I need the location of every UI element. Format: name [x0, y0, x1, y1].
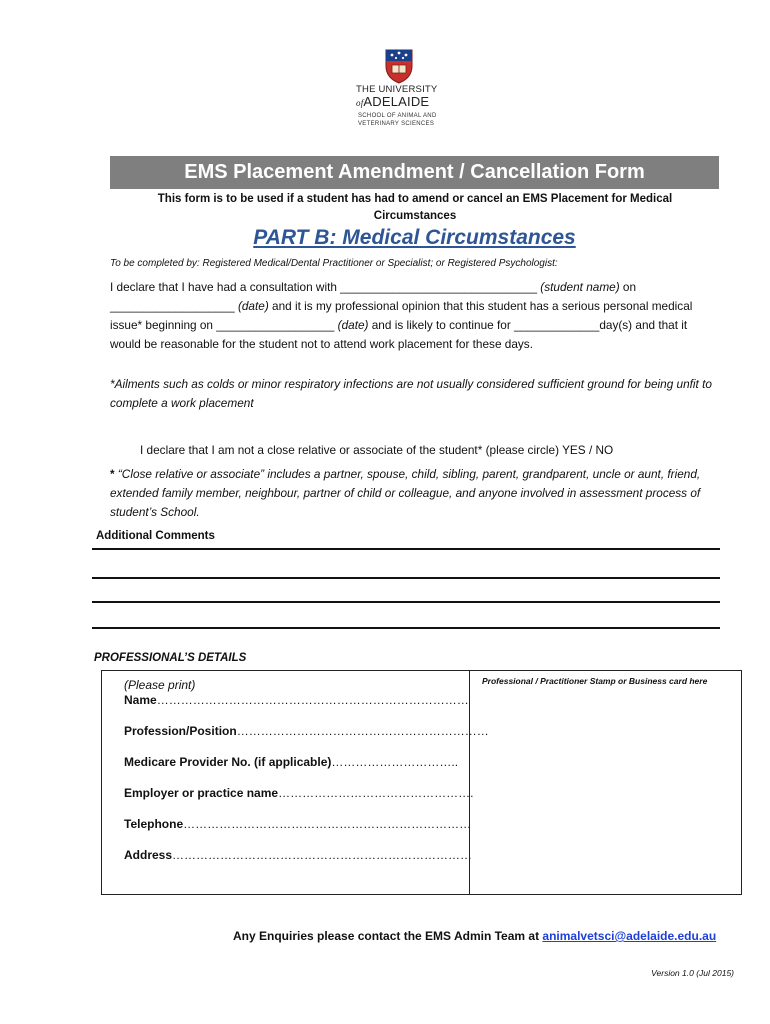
enquiries-line: Any Enquiries please contact the EMS Admin Team at animalvetsci@adelaide.edu.au [233, 929, 717, 943]
medicare-provider-field[interactable]: Medicare Provider No. (if applicable)………………………….. [124, 755, 459, 769]
please-print-note: (Please print) [124, 678, 196, 692]
address-field[interactable]: Address………………………………………………………………… [124, 848, 473, 862]
logo-line-university: THE UNIVERSITY [356, 84, 438, 95]
form-subtitle: This form is to be used if a student has had to amend or cancel an EMS Placement for Medical Circumstances [157, 193, 673, 222]
logo-line-adelaide: ofADELAIDE [356, 94, 430, 109]
comment-line[interactable] [92, 601, 720, 603]
comment-line[interactable] [92, 627, 720, 629]
university-crest-icon [384, 48, 414, 84]
completed-by-note: To be completed by: Registered Medical/Dental Practitioner or Specialist; or Registered Psychologist: [110, 258, 558, 269]
telephone-field[interactable]: Telephone……………………………………………………………… [124, 817, 472, 831]
stamp-area-label: Professional / Practitioner Stamp or Business card here [482, 676, 708, 686]
comment-line[interactable] [92, 577, 720, 579]
employer-field[interactable]: Employer or practice name…………………………………………. [124, 786, 474, 800]
email-link[interactable]: animalvetsci@adelaide.edu.au [542, 929, 717, 943]
professional-details-box [101, 670, 742, 895]
profession-position-field[interactable]: Profession/Position……………………………………………………… [124, 724, 489, 738]
ailments-note: *Ailments such as colds or minor respiratory infections are not usually considered sufficient ground for being unfit to complete a work placement [110, 377, 712, 410]
logo-line-school: SCHOOL OF ANIMAL AND [358, 113, 437, 119]
consultation-declaration: I declare that I have had a consultation with ______________________________ (student name) on ___________________ (date) and it is my professional opinion that this student has a serious personal medical issue* beginning on __________________ (date) and is likely to continue for _____________day(s) and that it would be reasonable for the student not to attend work placement for these days. [110, 280, 693, 351]
version-note: Version 1.0 (Jul 2015) [651, 968, 734, 978]
form-title: EMS Placement Amendment / Cancellation Form [110, 156, 719, 189]
logo-line-school-2: VETERINARY SCIENCES [358, 121, 435, 127]
name-field[interactable]: Name…………………………………………………………………… [124, 693, 469, 707]
relative-note: * “Close relative or associate” includes a partner, spouse, child, sibling, parent, grandparent, uncle or aunt, friend, extended family member, neighbour, partner of child or colleague, and anyone involved in assessment process of student’s School. [110, 467, 701, 519]
additional-comments-label: Additional Comments [96, 530, 215, 542]
box-divider [469, 671, 470, 894]
comment-line[interactable] [92, 548, 720, 550]
relative-declaration[interactable]: I declare that I am not a close relative or associate of the student* (please circle) YES / NO [140, 443, 614, 457]
part-heading: PART B: Medical Circumstances [253, 226, 576, 249]
professional-details-label: PROFESSIONAL’S DETAILS [94, 652, 247, 664]
